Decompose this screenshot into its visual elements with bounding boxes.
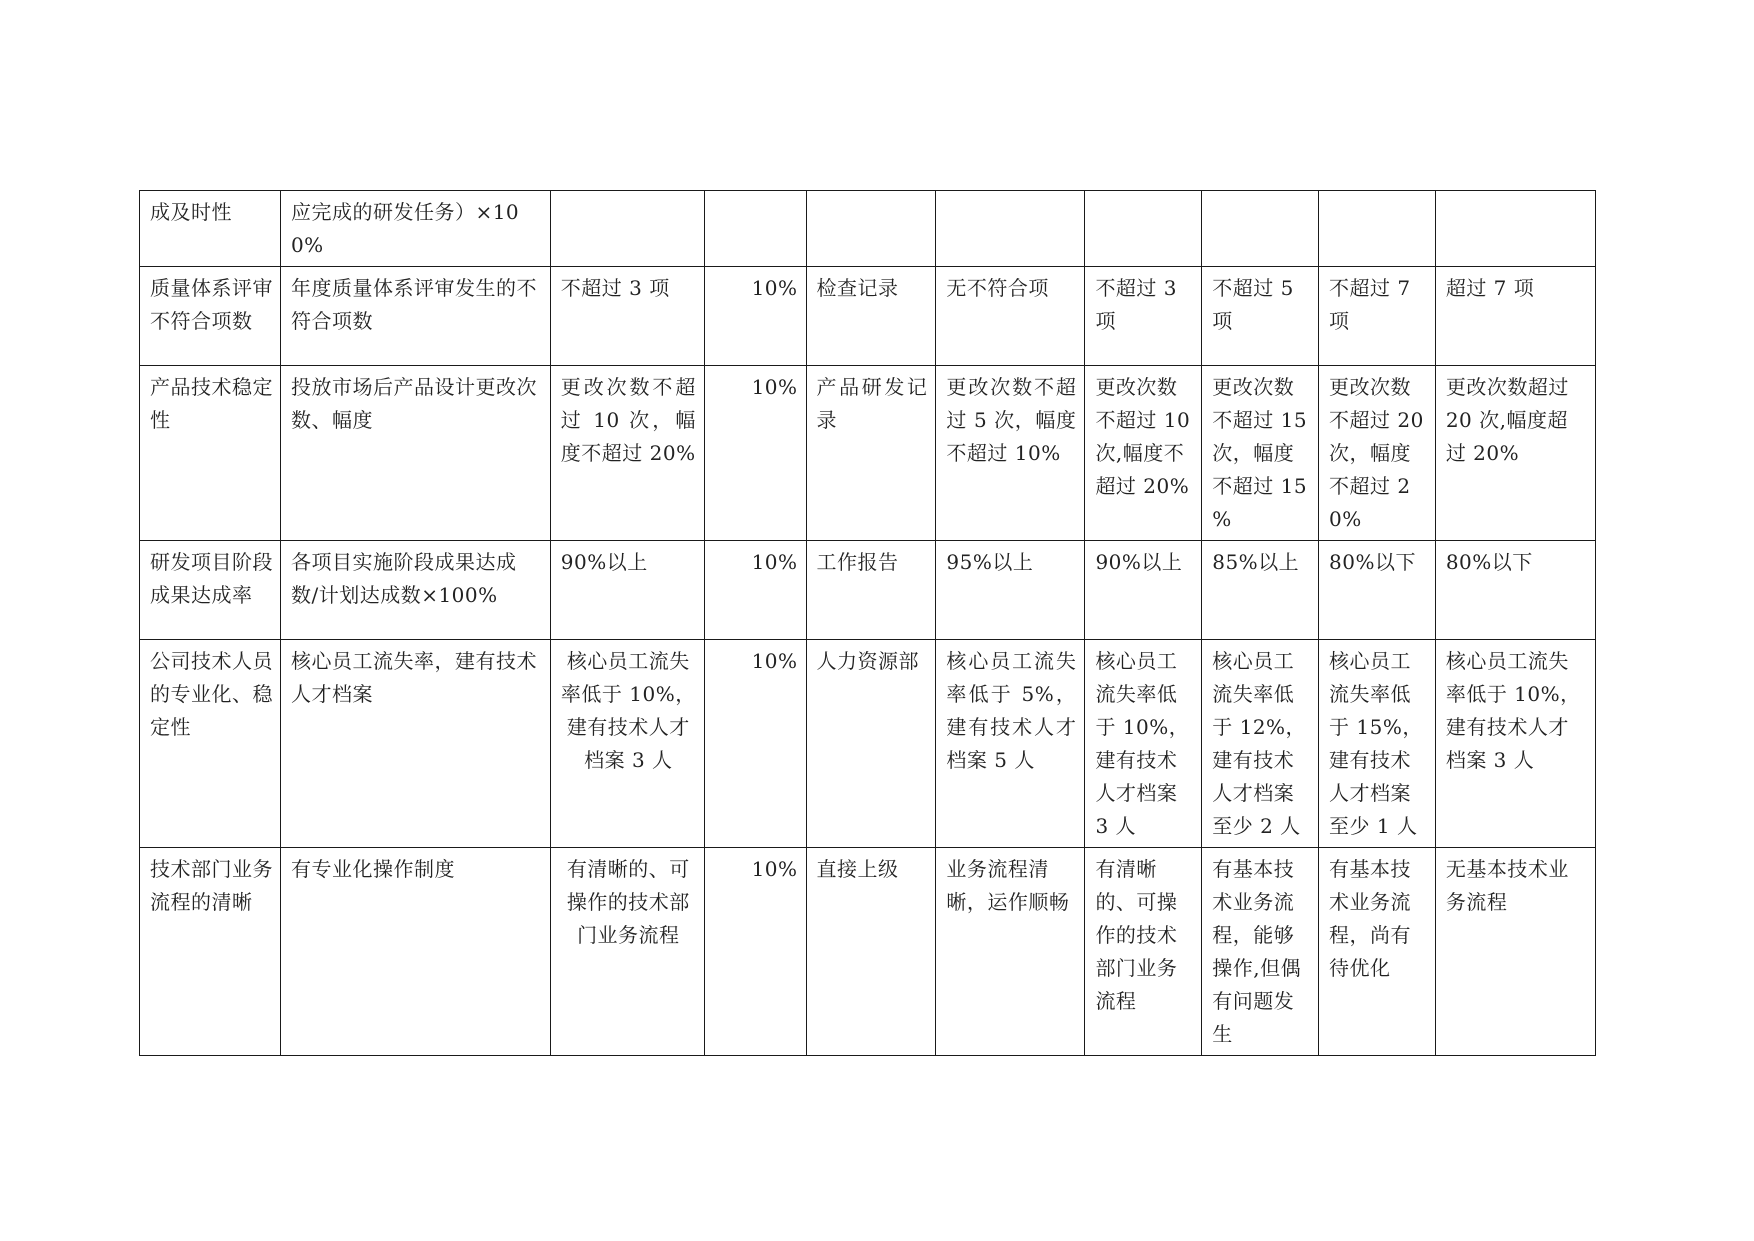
target-cell: 更改次数不超过 10 次，幅度不超过 20% <box>550 366 704 541</box>
level3-cell: 85%以上 <box>1202 541 1319 640</box>
table-row <box>140 267 1596 366</box>
table-row <box>140 541 1596 640</box>
target-cell: 90%以上 <box>550 541 704 640</box>
level1-cell: 核心员工流失率低于 5%，建有技术人才档案 5 人 <box>936 640 1085 848</box>
target-cell: 核心员工流失率低于 10%，建有技术人才档案 3 人 <box>550 640 704 848</box>
level2-cell <box>1085 191 1202 267</box>
source-cell: 人力资源部 <box>806 640 936 848</box>
level5-cell: 80%以下 <box>1435 541 1595 640</box>
indicator-cell: 成及时性 <box>140 191 281 267</box>
level5-cell: 超过 7 项 <box>1435 267 1595 366</box>
source-cell <box>806 191 936 267</box>
weight-cell: 10% <box>704 848 806 1056</box>
target-cell <box>550 191 704 267</box>
definition-cell: 投放市场后产品设计更改次数、幅度 <box>280 366 550 541</box>
indicator-cell: 技术部门业务流程的清晰 <box>140 848 281 1056</box>
level4-cell <box>1319 191 1436 267</box>
weight-cell: 10% <box>704 640 806 848</box>
level2-cell: 核心员工流失率低于 10%，建有技术人才档案 3 人 <box>1085 640 1202 848</box>
target-cell: 有清晰的、可操作的技术部门业务流程 <box>550 848 704 1056</box>
level4-cell: 核心员工流失率低于 15%，建有技术人才档案至少 1 人 <box>1319 640 1436 848</box>
level4-cell: 有基本技术业务流程，尚有待优化 <box>1319 848 1436 1056</box>
level3-cell: 核心员工流失率低于 12%，建有技术人才档案至少 2 人 <box>1202 640 1319 848</box>
weight-cell: 10% <box>704 366 806 541</box>
level1-cell: 95%以上 <box>936 541 1085 640</box>
weight-cell: 10% <box>704 267 806 366</box>
level3-cell: 不超过 5 项 <box>1202 267 1319 366</box>
level1-cell <box>936 191 1085 267</box>
level2-cell: 更改次数不超过 10 次,幅度不超过 20% <box>1085 366 1202 541</box>
indicator-cell: 产品技术稳定性 <box>140 366 281 541</box>
level5-cell <box>1435 191 1595 267</box>
table-row <box>140 366 1596 541</box>
level1-cell: 业务流程清晰，运作顺畅 <box>936 848 1085 1056</box>
level1-cell: 更改次数不超过 5 次，幅度不超过 10% <box>936 366 1085 541</box>
indicator-cell: 研发项目阶段成果达成率 <box>140 541 281 640</box>
source-cell: 直接上级 <box>806 848 936 1056</box>
level3-cell: 更改次数不超过 15 次，幅度不超过 15 % <box>1202 366 1319 541</box>
table-row <box>140 191 1596 267</box>
kpi-table <box>139 190 1596 1056</box>
indicator-cell: 质量体系评审不符合项数 <box>140 267 281 366</box>
indicator-cell: 公司技术人员的专业化、稳定性 <box>140 640 281 848</box>
level3-cell <box>1202 191 1319 267</box>
definition-cell: 年度质量体系评审发生的不符合项数 <box>280 267 550 366</box>
source-cell: 检查记录 <box>806 267 936 366</box>
level5-cell: 核心员工流失率低于 10%，建有技术人才档案 3 人 <box>1435 640 1595 848</box>
level2-cell: 90%以上 <box>1085 541 1202 640</box>
definition-cell: 应完成的研发任务）×100% <box>280 191 550 267</box>
weight-cell: 10% <box>704 541 806 640</box>
table-row <box>140 848 1596 1056</box>
weight-cell <box>704 191 806 267</box>
level4-cell: 更改次数不超过 20 次，幅度不超过 20% <box>1319 366 1436 541</box>
level2-cell: 有清晰的、可操作的技术部门业务流程 <box>1085 848 1202 1056</box>
level5-cell: 更改次数超过 20 次,幅度超过 20% <box>1435 366 1595 541</box>
source-cell: 产品研发记录 <box>806 366 936 541</box>
level3-cell: 有基本技术业务流程，能够操作,但偶有问题发生 <box>1202 848 1319 1056</box>
level4-cell: 不超过 7 项 <box>1319 267 1436 366</box>
level4-cell: 80%以下 <box>1319 541 1436 640</box>
level1-cell: 无不符合项 <box>936 267 1085 366</box>
target-cell: 不超过 3 项 <box>550 267 704 366</box>
level2-cell: 不超过 3 项 <box>1085 267 1202 366</box>
table-row <box>140 640 1596 848</box>
definition-cell: 有专业化操作制度 <box>280 848 550 1056</box>
definition-cell: 核心员工流失率，建有技术人才档案 <box>280 640 550 848</box>
source-cell: 工作报告 <box>806 541 936 640</box>
definition-cell: 各项目实施阶段成果达成数/计划达成数×100% <box>280 541 550 640</box>
level5-cell: 无基本技术业务流程 <box>1435 848 1595 1056</box>
